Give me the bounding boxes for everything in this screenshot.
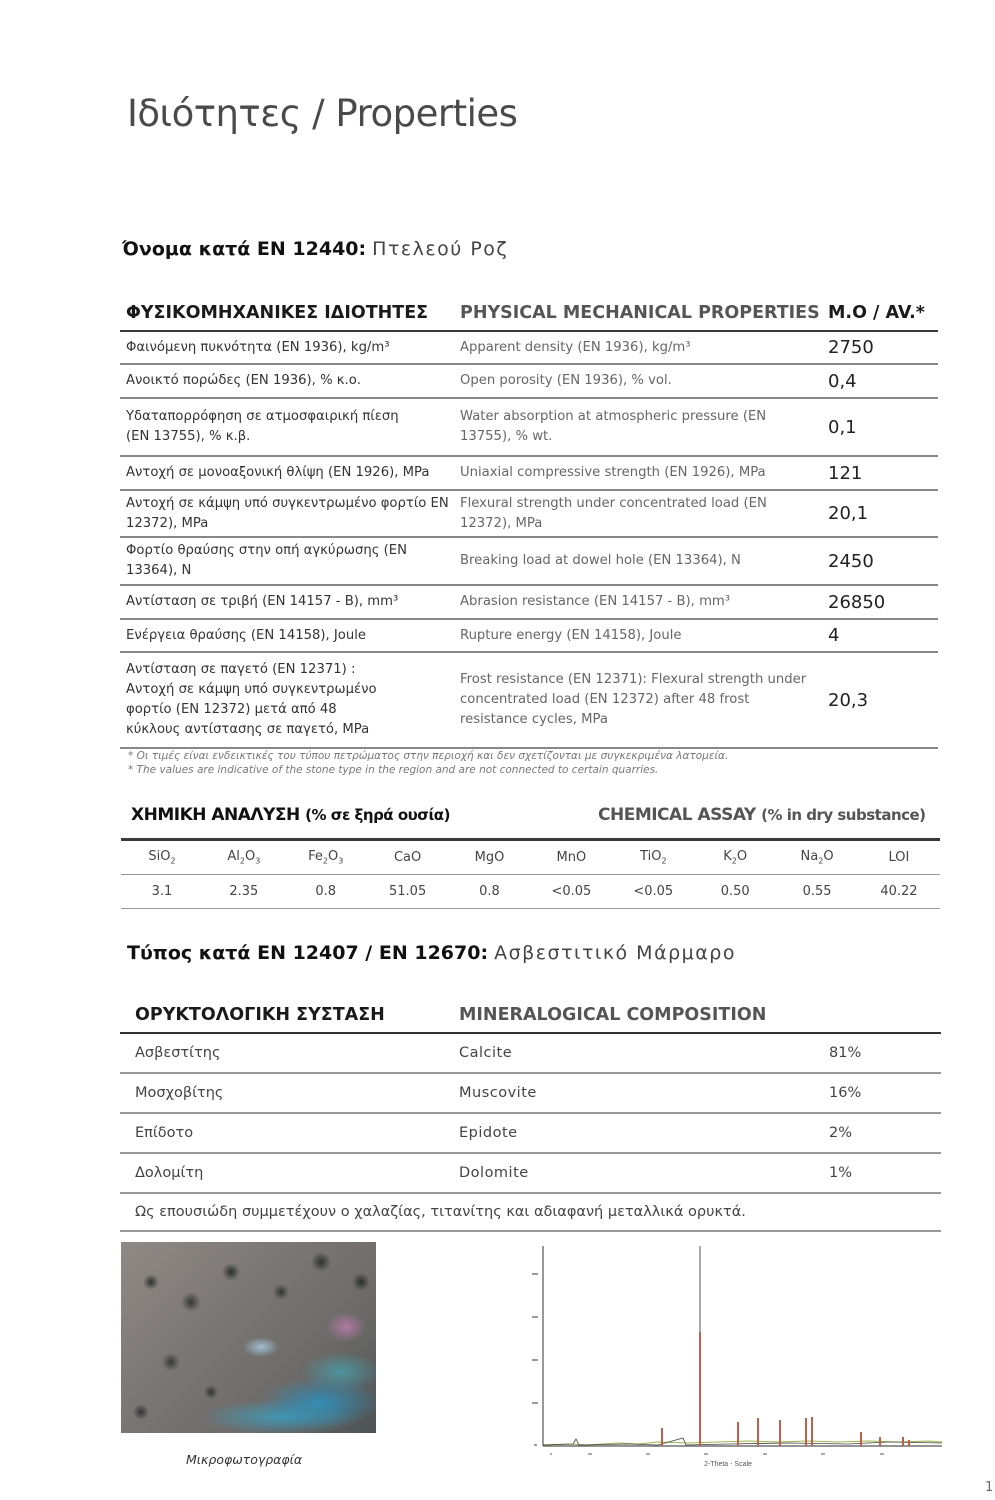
table-row xyxy=(120,1074,941,1114)
chem-header: LOI xyxy=(888,850,910,865)
table-row xyxy=(120,586,938,620)
chem-value: 0.50 xyxy=(720,884,750,899)
chem-header: $Fe_2O_3$ xyxy=(308,849,344,866)
cell-greek: Αντίσταση σε παγετό (EN 12371) : Αντοχή σε κάμψη υπό συγκεντρωμένο φορτίο (EN 12372) μετά από 48 κύκλους αντίστασης σε παγετό, MPa xyxy=(126,662,377,737)
cell-greek: Φορτίο θραύσης στην οπή αγκύρωσης (EN 13364), N xyxy=(126,543,407,578)
stone-name-label: Όνομα κατά EN 12440: xyxy=(122,238,367,260)
cell-english: Muscovite xyxy=(459,1085,537,1101)
cell-greek: Ενέργεια θραύσης (EN 14158), Joule xyxy=(126,627,366,643)
cell-greek: Φαινόμενη πυκνότητα (EN 1936), kg/m³ xyxy=(126,339,390,355)
cell-value: 1% xyxy=(829,1165,853,1181)
cell-value: 0,1 xyxy=(828,416,857,438)
cell-greek: Αντοχή σε μονοαξονική θλίψη (EN 1926), MPa xyxy=(126,465,430,480)
chem-header: TiO$_2$ xyxy=(640,849,667,866)
cell-greek: Ανοικτό πορώδες (EN 1936), % κ.ο. xyxy=(126,373,362,388)
stone-name-value: Πτελεού Ροζ xyxy=(372,238,509,260)
header-english: MINERALOGICAL COMPOSITION xyxy=(459,1005,767,1025)
cell-greek: Δολομίτη xyxy=(135,1165,204,1181)
table-row xyxy=(120,491,938,538)
stone-type xyxy=(127,942,736,964)
cell-english: Frost resistance (EN 12371): Flexural strength under concentrated load (EN 12372) after 48 frost resistance cycles, MPa xyxy=(460,672,807,727)
cell-value: 20,3 xyxy=(828,689,869,711)
micrograph-caption: Μικροφωτογραφία xyxy=(186,1452,303,1467)
chemical-title-greek-main: ΧΗΜΙΚΗ ΑΝΑΛΥΣΗ xyxy=(131,805,300,825)
cell-english: Dolomite xyxy=(459,1165,529,1181)
table-row xyxy=(120,620,938,653)
cell-value: 81% xyxy=(829,1045,862,1061)
table-row xyxy=(120,1154,941,1194)
chem-header: $Al_2O_3$ xyxy=(227,849,261,866)
cell-english: Flexural strength under concentrated load (EN 12372), MPa xyxy=(460,495,767,531)
cell-english: Apparent density (EN 1936), kg/m³ xyxy=(460,339,691,355)
footnote-greek: * Οι τιμές είναι ενδεικτικές του τύπου πετρώματος στην περιοχή και δεν σχετίζονται με συγκεκριμένα λατομεία. xyxy=(128,750,729,762)
header-greek: ΟΡΥΚΤΟΛΟΓΙΚΗ ΣΥΣΤΑΣΗ xyxy=(135,1005,385,1025)
xrd-peaks xyxy=(662,1246,909,1446)
cell-greek: Μοσχοβίτης xyxy=(135,1085,224,1101)
chemical-title-english xyxy=(598,805,926,825)
chem-value: 0.8 xyxy=(479,884,500,899)
chem-header: SiO$_2$ xyxy=(148,849,176,866)
cell-english: Epidote xyxy=(459,1125,518,1141)
table-header xyxy=(120,296,938,332)
cell-greek: Υδαταπορρόφηση σε ατμοσφαιρική πίεση (EN 13755), % κ.β. xyxy=(126,409,399,444)
table-row xyxy=(120,365,938,399)
cell-greek: Επίδοτο xyxy=(135,1125,194,1141)
chem-value: 0.8 xyxy=(315,884,337,899)
table-row xyxy=(120,332,938,365)
mineral-note: Ως επουσιώδη συμμετέχουν ο χαλαζίας, τιτανίτης και αδιαφανή μεταλλικά ορυκτά. xyxy=(120,1194,941,1232)
cell-english: Water absorption at atmospheric pressure (EN 13755), % wt. xyxy=(460,409,767,444)
header-greek: ΦΥΣΙΚΟΜΗΧΑΝΙΚΕΣ ΙΔΙΟΤΗΤΕΣ xyxy=(126,303,429,323)
chemical-title-greek xyxy=(131,805,450,825)
cell-value: 4 xyxy=(828,625,840,646)
chem-value: 2.35 xyxy=(229,884,259,899)
cell-value: 2% xyxy=(829,1125,853,1141)
chemical-value-row xyxy=(121,875,940,909)
footnote-english: * The values are indicative of the stone type in the region and are not connected to certain quarries. xyxy=(128,764,659,776)
footnote xyxy=(128,749,728,777)
cell-english: Uniaxial compressive strength (EN 1926), MPa xyxy=(460,465,766,480)
header-english: PHYSICAL MECHANICAL PROPERTIES xyxy=(460,303,820,323)
chemical-header-row xyxy=(121,841,940,875)
mineralogical-table xyxy=(120,998,941,1232)
table-row xyxy=(120,457,938,491)
cell-english: Open porosity (EN 1936), % vol. xyxy=(460,373,672,388)
cell-greek: Αντίσταση σε τριβή (EN 14157 - B), mm³ xyxy=(126,594,399,609)
table-row xyxy=(120,399,938,457)
chem-value: <0.05 xyxy=(551,884,592,899)
stone-type-label: Τύπος κατά EN 12407 / EN 12670: xyxy=(127,942,489,964)
chemical-title-english-sub: (% in dry substance) xyxy=(761,806,926,824)
cell-english: Abrasion resistance (EN 14157 - B), mm³ xyxy=(460,594,731,609)
cell-value: 26850 xyxy=(828,591,886,613)
chem-value: 40.22 xyxy=(880,884,918,899)
table-row xyxy=(120,538,938,586)
cell-greek: Ασβεστίτης xyxy=(135,1045,221,1061)
table-header xyxy=(120,998,941,1034)
physical-properties-table xyxy=(120,296,938,749)
chem-value: 3.1 xyxy=(151,884,173,899)
cell-value: 2750 xyxy=(828,337,874,358)
table-row xyxy=(120,653,938,749)
cell-english: Breaking load at dowel hole (EN 13364), N xyxy=(460,553,741,568)
xrd-chart xyxy=(528,1246,942,1468)
chem-value: 0.55 xyxy=(802,884,832,899)
page-number: 1 xyxy=(985,1480,994,1495)
cell-value: 20,1 xyxy=(828,503,869,524)
chem-header: $K_2O$ xyxy=(723,849,748,866)
table-row xyxy=(120,1034,941,1074)
x-axis-label: 2-Theta - Scale xyxy=(704,1461,752,1468)
y-axis xyxy=(532,1246,543,1446)
page-title: Ιδιότητες / Properties xyxy=(127,92,518,135)
cell-value: 121 xyxy=(828,462,863,484)
table-row xyxy=(120,1114,941,1154)
chem-header: $Na_2O$ xyxy=(800,849,834,866)
cell-value: 0,4 xyxy=(828,370,857,392)
cell-value: 16% xyxy=(829,1085,862,1101)
chem-value: 51.05 xyxy=(389,884,427,899)
chemical-title-english-main: CHEMICAL ASSAY xyxy=(598,805,756,825)
cell-greek: Αντοχή σε κάμψη υπό συγκεντρωμένο φορτίο EN 12372), MPa xyxy=(126,495,449,531)
stone-name xyxy=(122,238,508,260)
x-axis xyxy=(543,1446,942,1454)
chemical-assay-table xyxy=(121,838,940,909)
micrograph-image xyxy=(121,1242,376,1433)
stone-type-value: Ασβεστιτικό Μάρμαρο xyxy=(494,942,736,964)
cell-english: Calcite xyxy=(459,1045,513,1061)
cell-english: Rupture energy (EN 14158), Joule xyxy=(460,627,682,643)
chemical-title-greek-sub: (% σε ξηρά ουσία) xyxy=(305,806,450,824)
header-value: Μ.Ο / AV.* xyxy=(828,303,925,323)
chem-header: MnO xyxy=(556,850,587,865)
cell-value: 2450 xyxy=(828,550,874,572)
chem-header: CaO xyxy=(393,850,422,865)
chem-value: <0.05 xyxy=(633,884,674,899)
chem-header: MgO xyxy=(474,850,505,865)
